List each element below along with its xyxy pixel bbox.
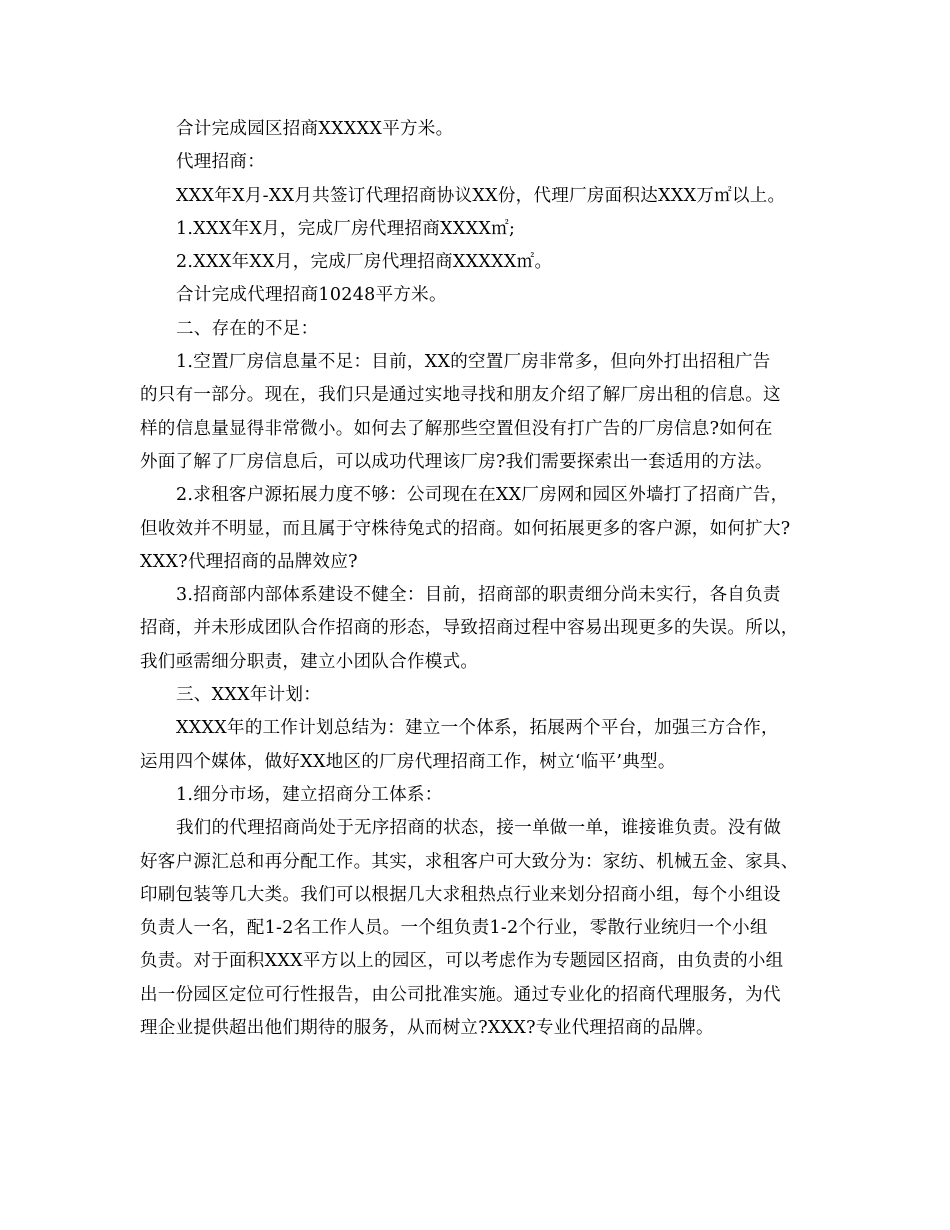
paragraph-line: 我们亟需细分职责，建立小团队合作模式。 — [140, 651, 479, 672]
paragraph-line: 1.细分市场，建立招商分工体系： — [176, 784, 443, 805]
paragraph-line: 出一份园区定位可行性报告，由公司批准实施。通过专业化的招商代理服务，为代 — [140, 984, 781, 1005]
paragraph-line: 二、存在的不足： — [176, 318, 319, 339]
document-body — [140, 113, 820, 1045]
paragraph-line: 我们的代理招商尚处于无序招商的状态，接一单做一单，谁接谁负责。没有做 — [176, 818, 782, 839]
paragraph-line: 代理招商： — [176, 152, 265, 173]
paragraph-line: XXX年X月-XX月共签订代理招商协议XX份，代理厂房面积达XXX万㎡以上。 — [176, 185, 786, 206]
paragraph-line: 负责。对于面积XXX平方以上的园区，可以考虑作为专题园区招商，由负责的小组 — [140, 951, 784, 972]
paragraph-line: 的只有一部分。现在，我们只是通过实地寻找和朋友介绍了解厂房出租的信息。这 — [140, 385, 781, 406]
paragraph-line: 负责人一名，配1-2名工作人员。一个组负责1-2个行业，零散行业统归一个小组 — [140, 918, 768, 939]
paragraph-line: 外面了解了厂房信息后，可以成功代理该厂房?我们需要探索出一套适用的方法。 — [140, 451, 773, 472]
paragraph-line: 运用四个媒体，做好XX地区的厂房代理招商工作，树立‘临平’典型。 — [140, 751, 676, 772]
paragraph-line: 好客户源汇总和再分配工作。其实，求租客户可大致分为：家纺、机械五金、家具、 — [140, 851, 799, 872]
paragraph-line: 2.XXX年XX月，完成厂房代理招商XXXXX㎡。 — [176, 252, 553, 273]
paragraph-line: XXXX年的工作计划总结为：建立一个体系，拓展两个平台，加强三方合作， — [176, 718, 779, 739]
paragraph-line: 样的信息量显得非常微小。如何去了解那些空置但没有打广告的厂房信息?如何在 — [140, 418, 773, 439]
paragraph-line: 招商，并未形成团队合作招商的形态，导致招商过程中容易出现更多的失误。所以， — [140, 618, 799, 639]
paragraph-line: 三、XXX年计划： — [176, 685, 322, 706]
paragraph-line: 2.求租客户源拓展力度不够：公司现在在XX厂房网和园区外墙打了招商广告， — [176, 485, 789, 506]
paragraph-line: 1.空置厂房信息量不足：目前，XX的空置厂房非常多，但向外打出招租广告 — [176, 352, 771, 373]
paragraph-line: 但收效并不明显，而且属于守株待兔式的招商。如何拓展更多的客户源，如何扩大? — [140, 518, 791, 539]
paragraph-line: 1.XXX年X月，完成厂房代理招商XXXX㎡; — [176, 218, 516, 239]
paragraph-line: 合计完成代理招商10248平方米。 — [176, 285, 447, 306]
paragraph-line: XXX?代理招商的品牌效应? — [140, 551, 358, 572]
paragraph-line: 印刷包装等几大类。我们可以根据几大求租热点行业来划分招商小组，每个小组设 — [140, 884, 781, 905]
paragraph-line: 合计完成园区招商XXXXX平方米。 — [176, 119, 454, 139]
paragraph-line: 3.招商部内部体系建设不健全：目前，招商部的职责细分尚未实行，各自负责 — [176, 585, 781, 606]
paragraph-line: 理企业提供超出他们期待的服务，从而树立?XXX?专业代理招商的品牌。 — [140, 1018, 714, 1039]
